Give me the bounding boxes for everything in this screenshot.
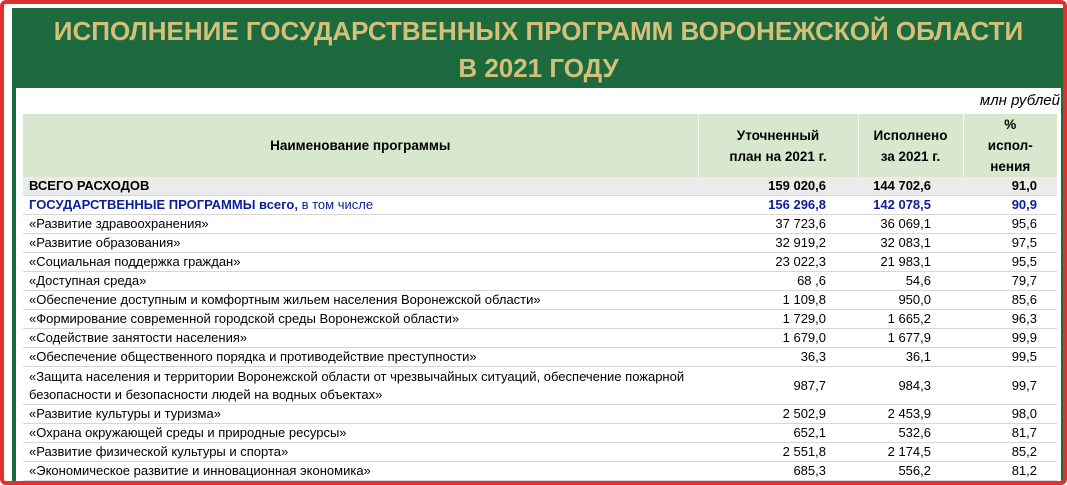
program-done: 532,6 (858, 424, 963, 443)
right-border-strip (1061, 88, 1065, 485)
program-done: 36 069,1 (858, 215, 963, 234)
program-name: «Содействие занятости населения» (23, 329, 698, 348)
program-name: «Развитие здравоохранения» (23, 215, 698, 234)
program-name: «Формирование современной городской среды Воронежской области» (23, 310, 698, 329)
column-header-pct-text: % испол- нения (987, 117, 1033, 174)
program-plan: 987,7 (698, 367, 858, 405)
program-row (23, 348, 1057, 367)
program-done: 21 983,1 (858, 253, 963, 272)
program-pct: 81,7 (963, 424, 1057, 443)
programs-total-done: 142 078,5 (858, 196, 963, 215)
program-plan: 2 502,9 (698, 405, 858, 424)
program-row (23, 291, 1057, 310)
program-pct: 96,3 (963, 310, 1057, 329)
program-plan: 32 919,2 (698, 234, 858, 253)
program-pct: 85,6 (963, 291, 1057, 310)
program-pct: 97,5 (963, 234, 1057, 253)
program-plan: 1 679,0 (698, 329, 858, 348)
column-header-plan (698, 114, 858, 177)
program-done: 2 174,5 (858, 443, 963, 462)
program-pct: 98,0 (963, 405, 1057, 424)
program-name: «Развитие культуры и туризма» (23, 405, 698, 424)
program-row (23, 272, 1057, 291)
program-row (23, 253, 1057, 272)
program-name: «Экономическое развитие и инновационная экономика» (23, 462, 698, 481)
program-pct: 99,5 (963, 348, 1057, 367)
program-name: «Развитие физической культуры и спорта» (23, 443, 698, 462)
program-name: «Доступная среда» (23, 272, 698, 291)
program-plan: 36,3 (698, 348, 858, 367)
programs-table (23, 114, 1057, 481)
column-header-plan-text: Уточненный план на 2021 г. (729, 127, 827, 164)
program-row (23, 329, 1057, 348)
programs-total-plan: 156 296,8 (698, 196, 858, 215)
program-row (23, 215, 1057, 234)
program-done: 556,2 (858, 462, 963, 481)
program-done: 2 453,9 (858, 405, 963, 424)
program-plan: 1 729,0 (698, 310, 858, 329)
program-row (23, 405, 1057, 424)
title-line-1: ИСПОЛНЕНИЕ ГОСУДАРСТВЕННЫХ ПРОГРАММ ВОРОНЕЖСКОЙ ОБЛАСТИ (53, 16, 1024, 46)
left-border-strip (12, 88, 16, 485)
column-header-done-text: Исполнено за 2021 г. (873, 127, 948, 164)
total-expenses-row (23, 177, 1057, 196)
program-name: «Социальная поддержка граждан» (23, 253, 698, 272)
program-plan: 37 723,6 (698, 215, 858, 234)
program-name: «Развитие образования» (23, 234, 698, 253)
program-name: «Обеспечение общественного порядка и противодействие преступности» (23, 348, 698, 367)
programs-total-name: ГОСУДАРСТВЕННЫЕ ПРОГРАММЫ всего, в том числе (23, 196, 698, 215)
program-row (23, 443, 1057, 462)
program-pct: 99,7 (963, 367, 1057, 405)
program-done: 54,6 (858, 272, 963, 291)
program-pct: 81,2 (963, 462, 1057, 481)
slide-header (12, 8, 1065, 88)
program-plan: 23 022,3 (698, 253, 858, 272)
table-header-row (23, 114, 1057, 177)
programs-total-name-tail: в том числе (301, 197, 374, 212)
program-done: 32 083,1 (858, 234, 963, 253)
program-pct: 85,2 (963, 443, 1057, 462)
total-pct: 91,0 (963, 177, 1057, 196)
program-name: «Защита населения и территории Воронежской области от чрезвычайных ситуаций, обеспечение пожарной безопасности и безопасности людей на водных объектах» (23, 367, 698, 405)
column-header-done (858, 114, 963, 177)
program-plan: 2 551,8 (698, 443, 858, 462)
program-name: «Обеспечение доступным и комфортным жильем населения Воронежской области» (23, 291, 698, 310)
program-done: 984,3 (858, 367, 963, 405)
program-pct: 95,6 (963, 215, 1057, 234)
programs-total-row (23, 196, 1057, 215)
program-row (23, 462, 1057, 481)
column-header-pct (963, 114, 1057, 177)
program-row (23, 424, 1057, 443)
program-row (23, 234, 1057, 253)
program-done: 36,1 (858, 348, 963, 367)
program-done: 950,0 (858, 291, 963, 310)
total-plan: 159 020,6 (698, 177, 858, 196)
title-line-2: В 2021 ГОДУ (458, 53, 619, 83)
column-header-name: Наименование программы (23, 114, 698, 177)
program-row (23, 310, 1057, 329)
program-name: «Охрана окружающей среды и природные ресурсы» (23, 424, 698, 443)
program-plan: 685,3 (698, 462, 858, 481)
program-plan: 68 ,6 (698, 272, 858, 291)
program-done: 1 665,2 (858, 310, 963, 329)
total-name: ВСЕГО РАСХОДОВ (23, 177, 698, 196)
program-pct: 79,7 (963, 272, 1057, 291)
program-pct: 95,5 (963, 253, 1057, 272)
programs-total-pct: 90,9 (963, 196, 1057, 215)
program-pct: 99,9 (963, 329, 1057, 348)
program-plan: 652,1 (698, 424, 858, 443)
units-label: млн рублей (979, 92, 1060, 109)
total-done: 144 702,6 (858, 177, 963, 196)
program-done: 1 677,9 (858, 329, 963, 348)
program-row (23, 367, 1057, 405)
program-plan: 1 109,8 (698, 291, 858, 310)
